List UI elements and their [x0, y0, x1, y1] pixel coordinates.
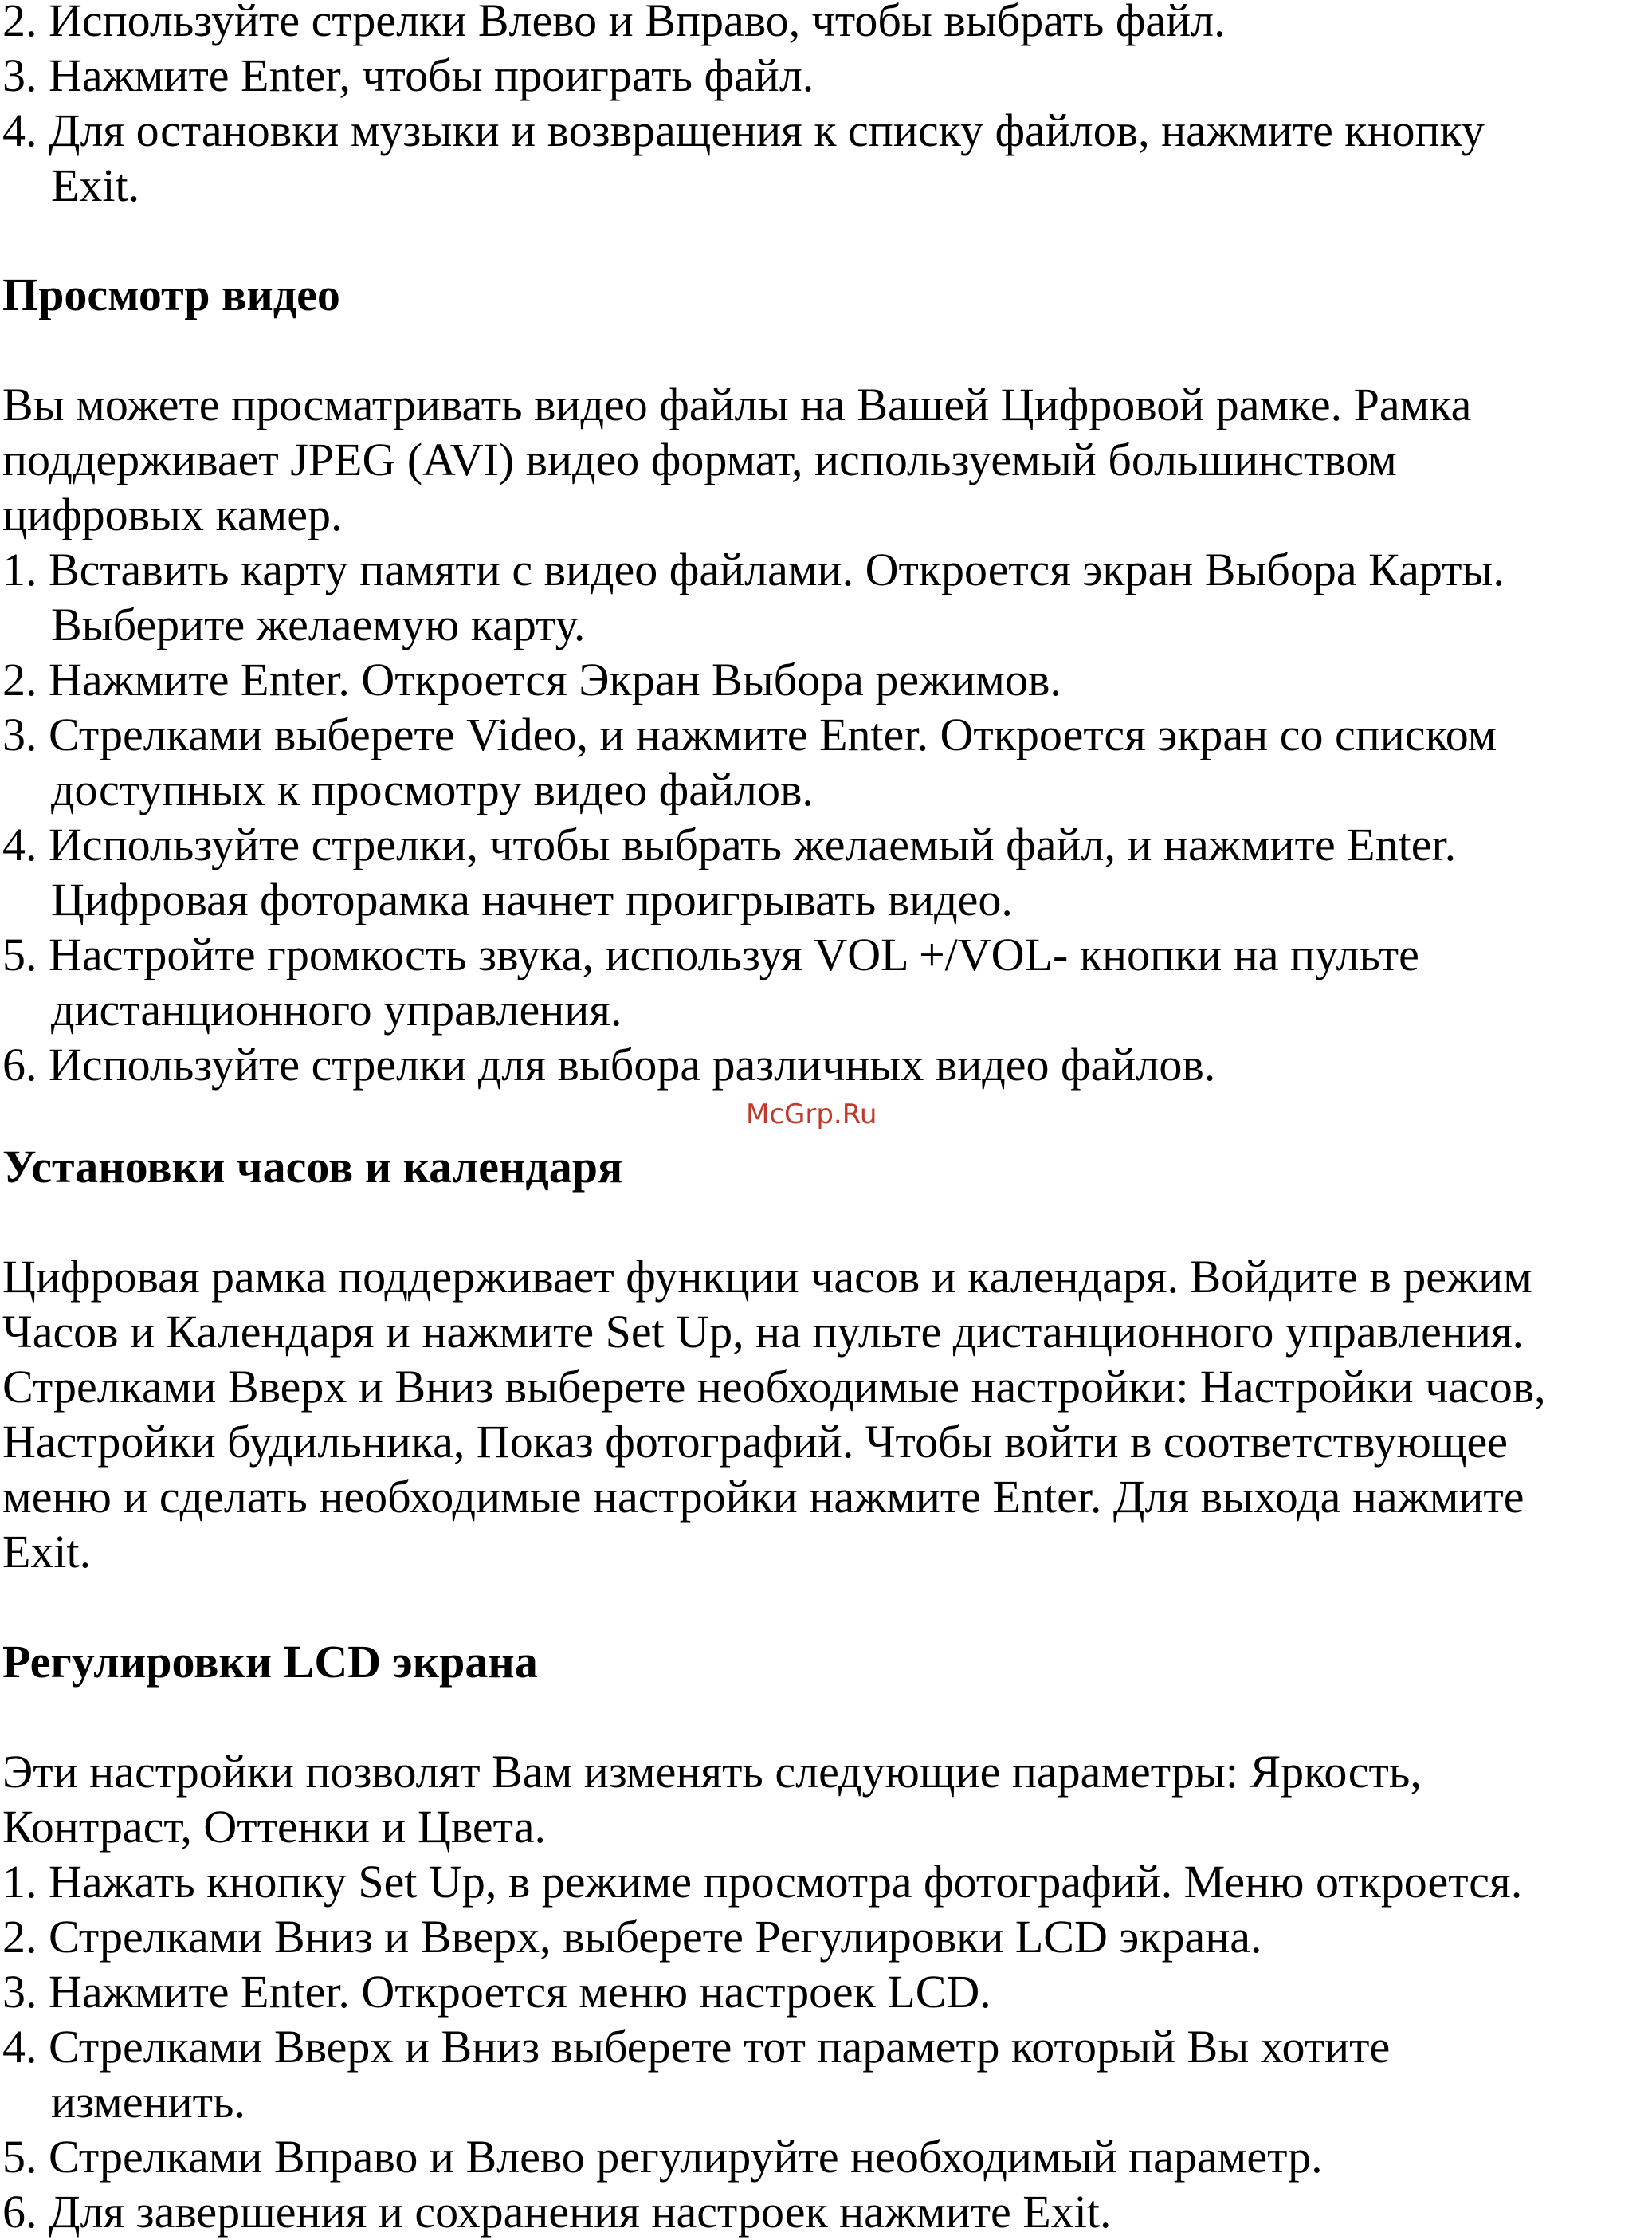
list-item: 5. Настройте громкость звука, используя VOL +/VOL- кнопки на пульте — [2, 929, 1419, 980]
list-item-continuation: доступных к просмотру видео файлов. — [51, 764, 814, 815]
list-item-continuation: Выберите желаемую карту. — [51, 599, 586, 650]
section-heading-clock: Установки часов и календаря — [2, 1141, 623, 1193]
list-item: 3. Нажмите Enter, чтобы проиграть файл. — [2, 49, 814, 101]
paragraph-line: поддерживает JPEG (AVI) видео формат, используемый большинством — [2, 434, 1397, 485]
paragraph-line: Настройки будильника, Показ фотографий. Чтобы войти в соответствующее — [2, 1416, 1509, 1468]
section-heading-video: Просмотр видео — [2, 269, 340, 320]
watermark: McGrp.Ru — [746, 1098, 877, 1130]
list-item: 4. Используйте стрелки, чтобы выбрать желаемый файл, и нажмите Enter. — [2, 819, 1457, 870]
list-item: 5. Стрелками Вправо и Влево регулируйте необходимый параметр. — [2, 2131, 1323, 2183]
paragraph-line: Цифровая рамка поддерживает функции часов и календаря. Войдите в режим — [2, 1251, 1532, 1303]
list-item: 6. Используйте стрелки для выбора различных видео файлов. — [2, 1039, 1216, 1091]
list-item: 1. Нажать кнопку Set Up, в режиме просмотра фотографий. Меню откроется. — [2, 1856, 1523, 1908]
list-item: 4. Для остановки музыки и возвращения к списку файлов, нажмите кнопку — [2, 104, 1485, 156]
paragraph-line: меню и сделать необходимые настройки нажмите Enter. Для выхода нажмите — [2, 1471, 1524, 1523]
paragraph-line: Стрелками Вверх и Вниз выберете необходимые настройки: Настройки часов, — [2, 1361, 1546, 1413]
list-item-continuation: Цифровая фоторамка начнет проигрывать видео. — [51, 874, 1013, 925]
list-item: 2. Стрелками Вниз и Вверх, выберете Регулировки LCD экрана. — [2, 1911, 1262, 1963]
list-item-continuation: Exit. — [51, 159, 140, 211]
list-item-continuation: дистанционного управления. — [51, 984, 622, 1036]
paragraph-line: Вы можете просматривать видео файлы на Вашей Цифровой рамке. Рамка — [2, 379, 1472, 430]
paragraph-line: Часов и Календаря и нажмите Set Up, на пульте дистанционного управления. — [2, 1306, 1524, 1358]
paragraph-line: Эти настройки позволят Вам изменять следующие параметры: Яркость, — [2, 1746, 1422, 1798]
paragraph-line: Exit. — [2, 1526, 92, 1578]
paragraph-line: Контраст, Оттенки и Цвета. — [2, 1801, 546, 1853]
list-item: 2. Нажмите Enter. Откроется Экран Выбора режимов. — [2, 654, 1061, 705]
paragraph-line: цифровых камер. — [2, 489, 343, 540]
list-item: 6. Для завершения и сохранения настроек нажмите Exit. — [2, 2186, 1112, 2238]
list-item: 3. Нажмите Enter. Откроется меню настроек LCD. — [2, 1966, 991, 2018]
list-item: 1. Вставить карту памяти с видео файлами. Откроется экран Выбора Карты. — [2, 544, 1505, 595]
section-heading-lcd: Регулировки LCD экрана — [2, 1636, 538, 1688]
list-item: 2. Используйте стрелки Влево и Вправо, чтобы выбрать файл. — [2, 0, 1226, 46]
list-item: 3. Стрелками выберете Video, и нажмите Enter. Откроется экран со списком — [2, 709, 1497, 760]
list-item-continuation: изменить. — [51, 2076, 245, 2128]
list-item: 4. Стрелками Вверх и Вниз выберете тот параметр который Вы хотите — [2, 2021, 1391, 2073]
